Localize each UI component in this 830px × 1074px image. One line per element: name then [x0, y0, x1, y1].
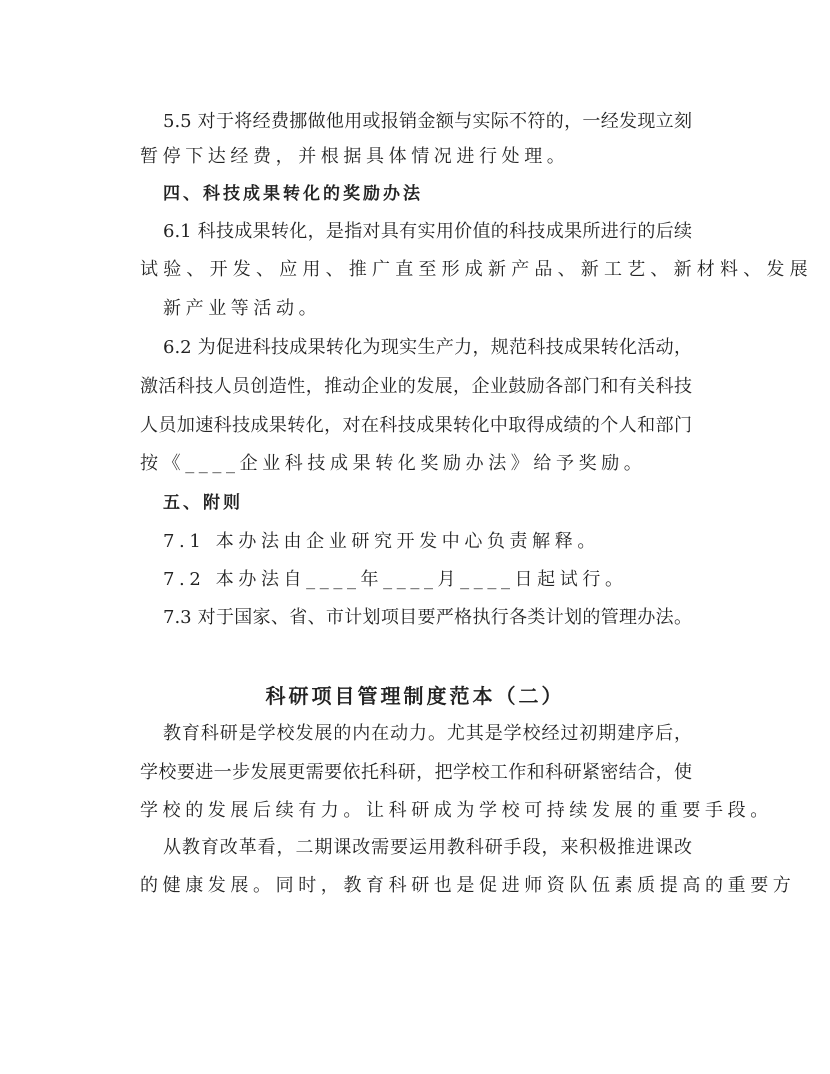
section-heading-5: 五、附则 — [163, 493, 243, 513]
paragraph-intro-cont2: 学校的发展后续有力。让科研成为学校可持续发展的重要手段。 — [140, 800, 773, 821]
paragraph-intro-cont: 学校要进一步发展更需要依托科研，把学校工作和科研紧密结合，使 — [140, 762, 692, 783]
paragraph-6-2-cont: 激活科技人员创造性，推动企业的发展，企业鼓励各部门和有关科技 — [140, 376, 692, 397]
paragraph-7-3: 7.3 对于国家、省、市计划项目要严格执行各类计划的管理办法。 — [163, 607, 692, 628]
section-heading-4: 四、科技成果转化的奖励办法 — [163, 184, 423, 204]
paragraph-6-1-cont: 试验、开发、应用、推广直至形成新产品、新工艺、新材料、发展 — [140, 259, 813, 280]
paragraph-5-5: 5.5 对于将经费挪做他用或报销金额与实际不符的，一经发现立刻 — [163, 111, 692, 132]
paragraph-reform: 从教育改革看，二期课改需要运用教科研手段，来积极推进课改 — [163, 837, 692, 858]
paragraph-6-2-cont3: 按《____企业科技成果转化奖励办法》给予奖励。 — [140, 453, 647, 474]
paragraph-reform-cont: 的健康发展。同时，教育科研也是促进师资队伍素质提高的重要方 — [140, 875, 796, 896]
paragraph-7-2: 7.2 本办法自____年____月____日起试行。 — [163, 569, 628, 590]
paragraph-6-1-cont2: 新产业等活动。 — [163, 298, 322, 319]
paragraph-5-5-cont: 暂停下达经费，并根据具体情况进行处理。 — [140, 146, 570, 167]
paragraph-7-1: 7.1 本办法由企业研究开发中心负责解释。 — [163, 531, 600, 552]
paragraph-6-2: 6.2 为促进科技成果转化为现实生产力，规范科技成果转化活动， — [163, 337, 692, 358]
paragraph-intro: 教育科研是学校发展的内在动力。尤其是学校经过初期建序后， — [163, 723, 692, 744]
paragraph-6-1: 6.1 科技成果转化，是指对具有实用价值的科技成果所进行的后续 — [163, 221, 692, 242]
paragraph-6-2-cont2: 人员加速科技成果转化，对在科技成果转化中取得成绩的个人和部门 — [140, 415, 692, 436]
document-title: 科研项目管理制度范本（二） — [265, 684, 565, 708]
